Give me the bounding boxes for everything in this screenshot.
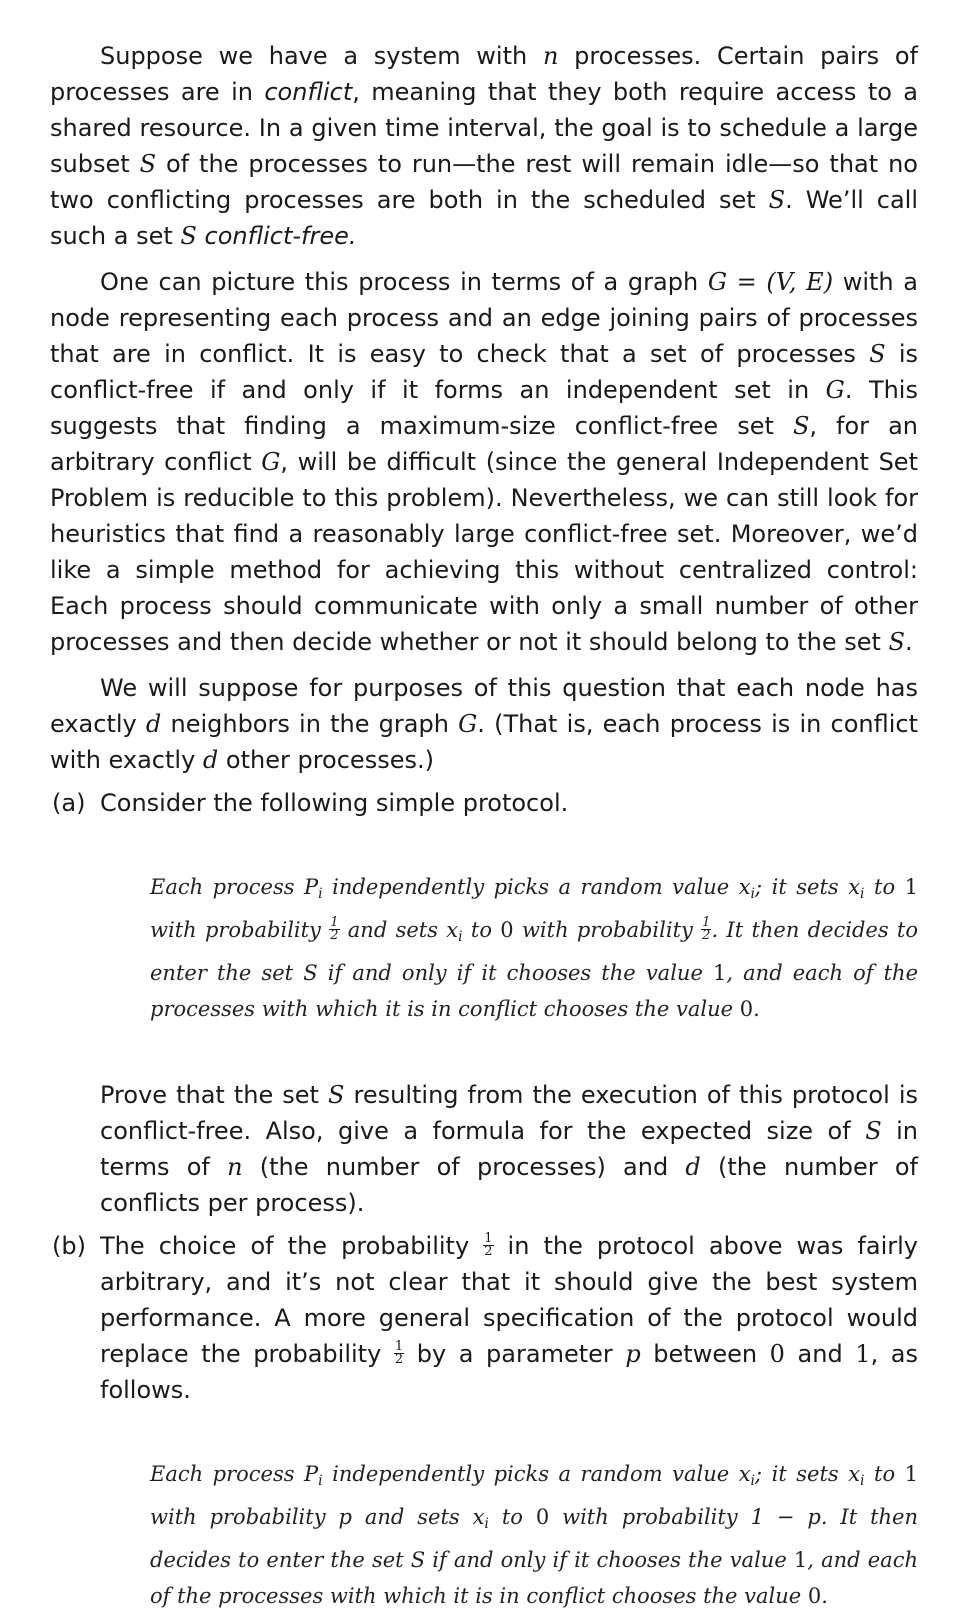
protocol-a: Each process $P_i$ independently picks a random value $x_i$; it sets $x_i$ to 1 with probability $\frac{1}{2}$ and sets $x_i$ to 0 with probability $\frac{1}{2}$ . It then decides to enter the set S if and only if it chooses the value 1, and each of the processes with which it is in conflict chooses the value 0. [150, 875, 919, 1021]
math-zero: 0 [769, 1340, 785, 1368]
paragraph-graph [50, 264, 918, 660]
math-G: G [261, 448, 281, 476]
text: One can picture this process in terms of a graph [100, 268, 708, 296]
fraction-one-half: $\frac{1}{2}$ [484, 1230, 493, 1259]
math-S: S [768, 186, 786, 214]
emphasis-conflict-free: conflict-free [204, 222, 349, 250]
math-G: G [458, 710, 478, 738]
text: . This suggests that finding a maximum-size conflict-free set [50, 376, 918, 440]
fraction-one-half: $\frac{1}{2}$ [330, 915, 339, 943]
text: , meaning that they both require access to a shared resource. In a given time interval, the goal is to schedule a large subset [50, 78, 919, 178]
text: processes. Certain pairs of processes are in [50, 42, 919, 106]
text: of the processes to run—the rest will remain idle—so that no two conflicting processes are both in the scheduled set [50, 150, 918, 214]
math-d: d [685, 1153, 701, 1181]
paragraph-intro [50, 38, 918, 254]
math-S: S [869, 340, 886, 368]
math-S: S [888, 628, 905, 656]
text: is conflict-free if and only if it forms an independent set in [50, 340, 918, 404]
part-a-question: Prove that the set S resulting from the execution of this protocol is conflict-free. Also, give a formula for the expected size of S in terms of n (the number of processes) and d (the number of conflicts per process). [100, 1081, 919, 1217]
document-page [50, 38, 918, 1614]
math-d: d [145, 710, 162, 738]
text: . [905, 628, 913, 656]
part-label: (a) [52, 789, 86, 817]
math-S: S [792, 412, 810, 440]
text: . We’ll call such a set [50, 186, 918, 250]
fraction-one-half: $\frac{1}{2}$ [394, 1338, 404, 1367]
text: We will suppose for purposes of this question that each node has exactly [50, 674, 918, 738]
text: . (That is, each process is in conflict with exactly [50, 710, 919, 774]
math-p: p [625, 1340, 641, 1368]
part-b-text: The choice of the probability $\frac{1}{2}$ in the protocol above was fairly arbitrary, and it’s not clear that it should give the best system performance. A more general specification of the protocol would replace the probability $\frac{1}{2}$ by a parameter p between 0 and 1, as follows. [100, 1230, 918, 1404]
protocol-b: Each process $P_i$ independently picks a random value $x_i$; it sets $x_i$ to 1 with probability p and sets $x_i$ to 0 with probability 1 − p. It then decides to enter the set S if and only if it chooses the value 1, and each of the processes with which it is in conflict chooses the value 0. [150, 1462, 918, 1608]
part-label: (b) [52, 1232, 86, 1260]
math-S: S [139, 150, 157, 178]
text: neighbors in the graph [161, 710, 459, 738]
text: with a node representing each process and an edge joining pairs of processes that are in conflict. It is easy to check that a set of processes [50, 268, 918, 368]
text: . [348, 222, 357, 250]
math-S: S [328, 1081, 345, 1109]
part-b [50, 1228, 918, 1408]
math-n: n [542, 42, 559, 70]
text: , for an arbitrary conflict [50, 412, 918, 476]
fraction-one-half: $\frac{1}{2}$ [702, 915, 711, 943]
math-one: 1 [855, 1340, 871, 1368]
text: other processes.) [218, 746, 434, 774]
math-S: S [180, 222, 197, 250]
part-a-intro: Consider the following simple protocol. [100, 789, 569, 817]
math-G: G [825, 376, 845, 404]
math-graph-definition: G = (V, E) [707, 268, 834, 296]
emphasis-conflict: conflict [264, 78, 353, 106]
part-a [50, 785, 918, 821]
text: , will be difficult (since the general Independent Set Problem is reducible to this problem). Nevertheless, we can still look for heuristics that find a reasonably large conflict-free set. Moreover, we’d like a simple method for achieving this without centralized control: Each process should communicate with only a small number of other processes and then decide whether or not it should belong to the set [50, 448, 918, 656]
paragraph-degree [50, 670, 918, 778]
math-S: S [865, 1117, 882, 1145]
math-d: d [202, 746, 219, 774]
text: Suppose we have a system with [100, 42, 543, 70]
math-n: n [227, 1153, 243, 1181]
